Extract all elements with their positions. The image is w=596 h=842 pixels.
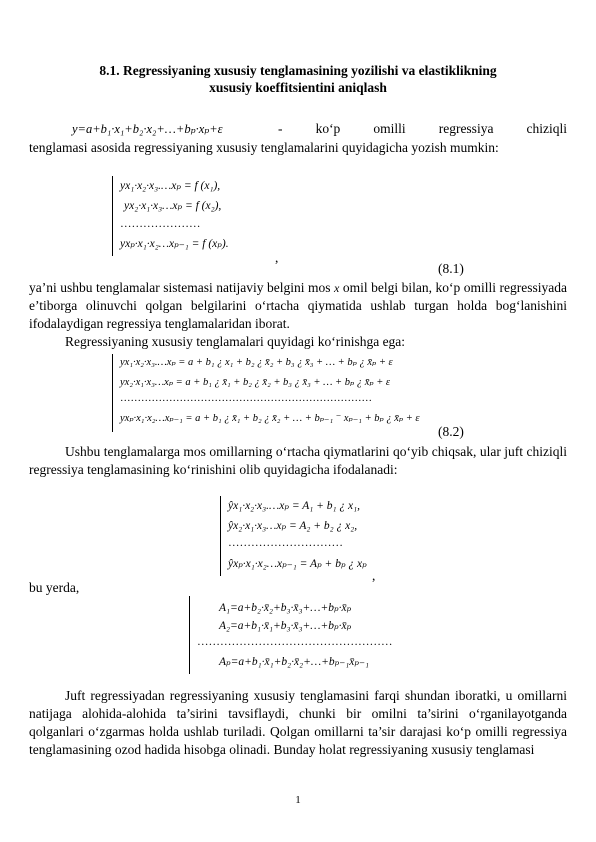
system3-line-2: ŷx₂·x₁·x₃…xₚ = A₂ + b₂ ¿ x₂, <box>228 520 358 532</box>
paragraph-4: Ushbu tenglamalarga mos omillarning o‘rtacha qiymatlarini qo‘yib chiqsak, ular juft chiziqli regressiya tenglamasining ko‘rinishini olib quyidagicha ifodalanadi: <box>29 444 567 477</box>
intro-first-line-rest: - ko‘p omilli regressiya chiziqli <box>278 121 567 136</box>
system3-line-1: ŷx₁·x₂·x₃.…xₚ = A₁ + b₁ ¿ x₁, <box>228 500 361 512</box>
system1-line-2: yx₂·x₁·x₃…xₚ = f (x₂), <box>124 200 222 212</box>
system2-line-4: yxₚ·x₁·x₂…xₚ₋₁ = a + b₁ ¿ x̄₁ + b₂ ¿ x̄₂ + … + bₚ₋₁ ⁻ xₚ₋₁ + bₚ ¿ x̄ₚ + ε <box>120 413 420 424</box>
system-brace <box>189 596 196 674</box>
system4-line-4: Aₚ=a+b₁·x̄₁+b₂·x̄₂+…+bₚ₋₁x̄ₚ₋₁ <box>219 656 370 668</box>
system1-line-1: yx₁·x₂·x₃.…xₚ = f (x₁), <box>120 180 221 192</box>
system3-line-4: ŷxₚ·x₁·x₂…xₚ₋₁ = Aₚ + bₚ ¿ xₚ <box>228 558 367 570</box>
system-brace <box>112 176 119 256</box>
para2-text-after: omil belgi bilan, ko‘p omilli regressiyada e’tiborga olinuvchi qolgan belgilarini o‘rtacha qiymatida ushlab turgan holda bog‘lanishini ifodalaydigan regressiya tenglamalaridan iborat. <box>29 280 567 331</box>
equation-number-8-2: (8.2) <box>438 424 464 439</box>
para2-text-before: ya’ni ushbu tenglamalar sistemasi natijaviy belgini mos <box>29 280 331 295</box>
equation-system-constants <box>189 596 399 674</box>
page-number: 1 <box>295 794 301 806</box>
system1-line-3: ………………… <box>120 218 201 230</box>
system3-line-3: ………………………… <box>228 537 343 549</box>
bu-yerda-label: bu yerda, <box>29 580 80 595</box>
paragraph-2 <box>29 279 567 333</box>
equation-number-8-1: (8.1) <box>438 261 464 276</box>
system4-line-3: …………………………………………… <box>197 636 393 648</box>
equation-system-8-1 <box>112 176 312 256</box>
equation-system-paired <box>220 496 390 576</box>
system2-line-1: yx₁·x₂·x₃.…xₚ = a + b₁ ¿ x₁ + b₂ ¿ x̄₂ + b₃ ¿ x̄₃ + … + bₚ ¿ x̄ₚ + ε <box>120 357 393 368</box>
intro-paragraph: tenglamasi asosida regressiyaning xususiy tenglamalarini quyidagicha yozish mumkin: <box>29 140 499 155</box>
system-brace <box>220 496 227 576</box>
system2-line-2: yx₂·x₁·x₃…xₚ = a + b₁ ¿ x̄₁ + b₂ ¿ x̄₂ + b₃ ¿ x̄₃ + … + bₚ ¿ x̄ₚ + ε <box>120 377 391 388</box>
system4-line-2: A₂=a+b₁·x̄₁+b₃·x̄₃+…+bₚ·x̄ₚ <box>219 620 352 632</box>
system4-line-1: A₁=a+b₂·x̄₂+b₃·x̄₃+…+bₚ·x̄ₚ <box>219 602 352 614</box>
system-brace <box>112 354 119 432</box>
heading-line-2: xususiy koeffitsientini aniqlash <box>209 80 387 95</box>
system3-comma: , <box>372 568 376 583</box>
section-heading <box>30 62 566 96</box>
paragraph-3: Regressiyaning xususiy tenglamalari quyidagi ko‘rinishga ega: <box>65 334 406 349</box>
regression-equation: y=a+b₁·x₁+b₂·x₂+…+bₚ·xₚ+ε <box>72 122 223 136</box>
system1-line-4: yxₚ·x₁·x₂…xₚ₋₁ = f (xₚ). <box>120 238 229 250</box>
x-symbol: x <box>334 281 340 295</box>
heading-line-1: 8.1. Regressiyaning xususiy tenglamasining yozilishi va elastiklikning <box>99 63 497 78</box>
paragraph-5: Juft regressiyadan regressiyaning xususiy tenglamasini farqi shundan iboratki, u omillarni natijaga alohida-alohida ta’sirini tavsiflaydi, chunki bir omilni ta’sirini o‘rganilayotganda qolganlari o‘zgarmas holda ushlab turiladi. Qolgan omillarni ta’sir darajasi ko‘p omilli regressiya tenglamasining ozod hadida hisobga olinadi. Bunday holat regressiyaning xususiy tenglamasi <box>29 688 567 757</box>
system1-comma: , <box>275 250 279 265</box>
system2-line-3: ……………………………………………………………… <box>120 393 372 404</box>
equation-system-8-2 <box>112 354 434 432</box>
